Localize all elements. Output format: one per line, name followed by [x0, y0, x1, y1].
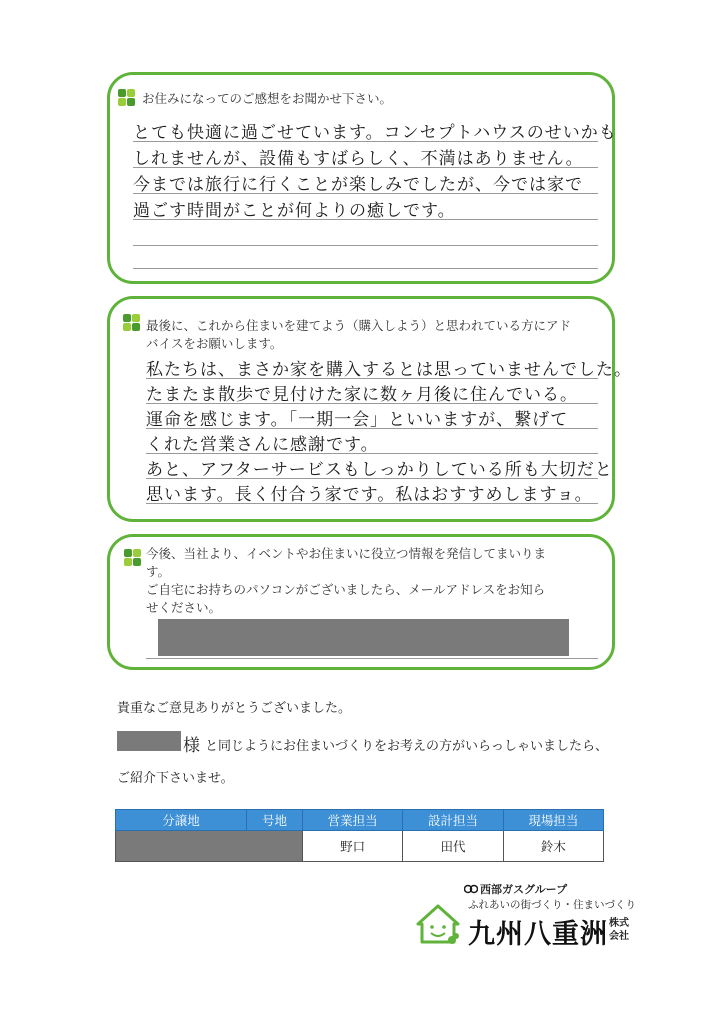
advice-answer-line: 運命を感じます。「一期一会」といいますが、繋げて	[146, 410, 569, 430]
thanks-text: 貴重なご意見ありがとうございました。	[117, 701, 352, 716]
company-suffix-top: 株式	[609, 918, 629, 929]
company-logo	[414, 880, 636, 950]
lot-redaction	[116, 831, 303, 862]
impressions-answer-line: 今までは旅行に行くことが楽しみでしたが、今では家で	[133, 175, 583, 195]
header-lot: 分譲地	[116, 810, 247, 831]
company-name: 九州八重洲	[468, 919, 608, 950]
site-staff: 鈴木	[503, 831, 603, 862]
email-redaction	[158, 619, 569, 656]
company-tagline: ふれあいの街づくり・住まいづくり	[468, 899, 636, 911]
header-site: 現場担当	[503, 810, 603, 831]
advice-answer-line: 私たちは、まさか家を購入するとは思っていませんでした。	[146, 360, 632, 380]
advice-answer-line: 思います。長く付合う家です。私はおすすめしますョ。	[146, 485, 593, 505]
customer-name-redaction	[117, 731, 181, 751]
advice-answer-line: くれた営業さんに感謝です。	[146, 435, 379, 455]
header-design: 設計担当	[403, 810, 503, 831]
impressions-answer-line: とても快適に過ごせています。コンセプトハウスのせいかも	[133, 123, 617, 143]
newsletter-question: 今後、当社より、イベントやお住まいに役立つ情報を発信してまいりま す。 ご自宅にお持ちのパソコンがございましたら、メールアドレスをお知ら せください。	[146, 546, 547, 615]
group-name: 西部ガスグループ	[480, 883, 568, 896]
header-sales: 営業担当	[303, 810, 403, 831]
clover-bullet-icon	[123, 314, 141, 332]
clover-bullet-icon	[118, 89, 136, 107]
clover-bullet-icon	[124, 549, 142, 567]
house-mascot-icon	[414, 902, 462, 946]
customer-honorific: 様	[183, 736, 200, 756]
advice-answer-line: あと、アフターサービスもしっかりしている所も大切だと	[146, 460, 613, 480]
impressions-answer-line: 過ごす時間がことが何よりの癒しです。	[133, 201, 456, 221]
company-suffix-bottom: 会社	[609, 931, 629, 942]
header-lot-number: 号地	[247, 810, 303, 831]
design-staff: 田代	[403, 831, 503, 862]
referral-text-end: ご紹介下さいませ。	[117, 771, 234, 786]
impressions-question: お住みになってのご感想をお聞かせ下さい。	[142, 91, 393, 106]
staff-table	[115, 809, 604, 862]
impressions-answer-line: しれませんが、設備もすばらしく、不満はありません。	[133, 149, 584, 169]
group-logo-icon	[464, 883, 478, 895]
sales-staff: 野口	[303, 831, 403, 862]
advice-answer-line: たまたま散歩で見付けた家に数ヶ月後に住んでいる。	[146, 385, 578, 405]
advice-question: 最後に、これから住まいを建てよう（購入しよう）と思われている方にアド バイスをお願いします。	[146, 318, 572, 351]
referral-text: と同じようにお住まいづくりをお考えの方がいらっしゃいましたら、	[205, 739, 609, 754]
